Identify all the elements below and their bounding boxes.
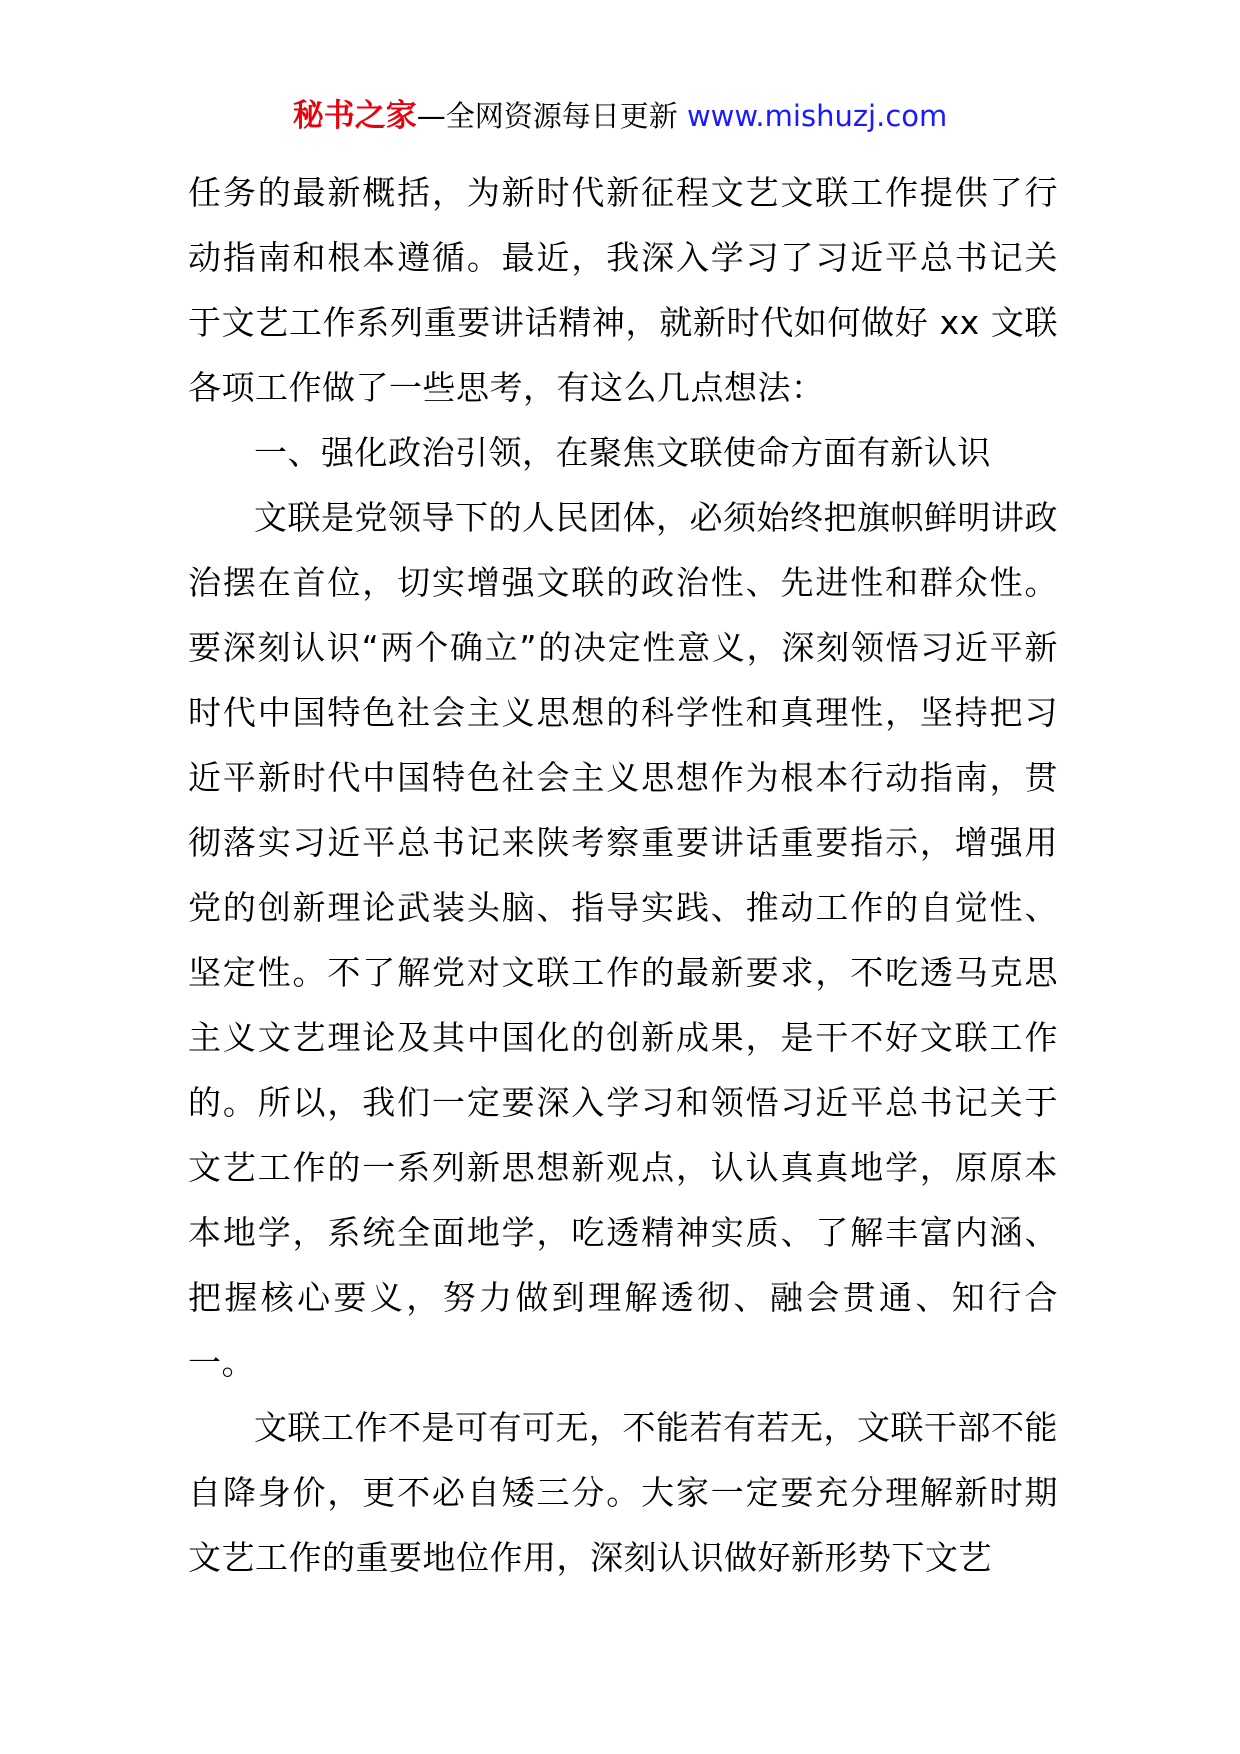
- paragraph-continuation: 任务的最新概括，为新时代新征程文艺文联工作提供了行动指南和根本遵循。最近，我深入学习了习近平总书记关于文艺工作系列重要讲话精神，就新时代如何做好 xx 文联各项工作做了一些思考，有这么几点想法：: [188, 173, 1058, 407]
- brand-name: 秘书之家: [292, 98, 417, 134]
- section-heading: 一、强化政治引领，在聚焦文联使命方面有新认识: [254, 433, 991, 472]
- page-header: [0, 96, 1240, 136]
- document-body: [188, 160, 1058, 1590]
- paragraph: 文联是党领导下的人民团体，必须始终把旗帜鲜明讲政治摆在首位，切实增强文联的政治性、先进性和群众性。要深刻认识“两个确立”的决定性意义，深刻领悟习近平新时代中国特色社会主义思想的科学性和真理性，坚持把习近平新时代中国特色社会主义思想作为根本行动指南，贯彻落实习近平总书记来陕考察重要讲话重要指示，增强用党的创新理论武装头脑、指导实践、推动工作的自觉性、坚定性。不了解党对文联工作的最新要求，不吃透马克思主义文艺理论及其中国化的创新成果，是干不好文联工作的。所以，我们一定要深入学习和领悟习近平总书记关于文艺工作的一系列新思想新观点，认认真真地学，原原本本地学，系统全面地学，吃透精神实质、了解丰富内涵、把握核心要义，努力做到理解透彻、融会贯通、知行合一。: [188, 498, 1058, 1382]
- website-url[interactable]: www.mishuzj.com: [686, 99, 948, 133]
- header-slogan: —全网资源每日更新: [416, 99, 687, 133]
- paragraph: 文联工作不是可有可无，不能若有若无，文联干部不能自降身价，更不必自矮三分。大家一定要充分理解新时期文艺工作的重要地位作用，深刻认识做好新形势下文艺: [188, 1408, 1058, 1577]
